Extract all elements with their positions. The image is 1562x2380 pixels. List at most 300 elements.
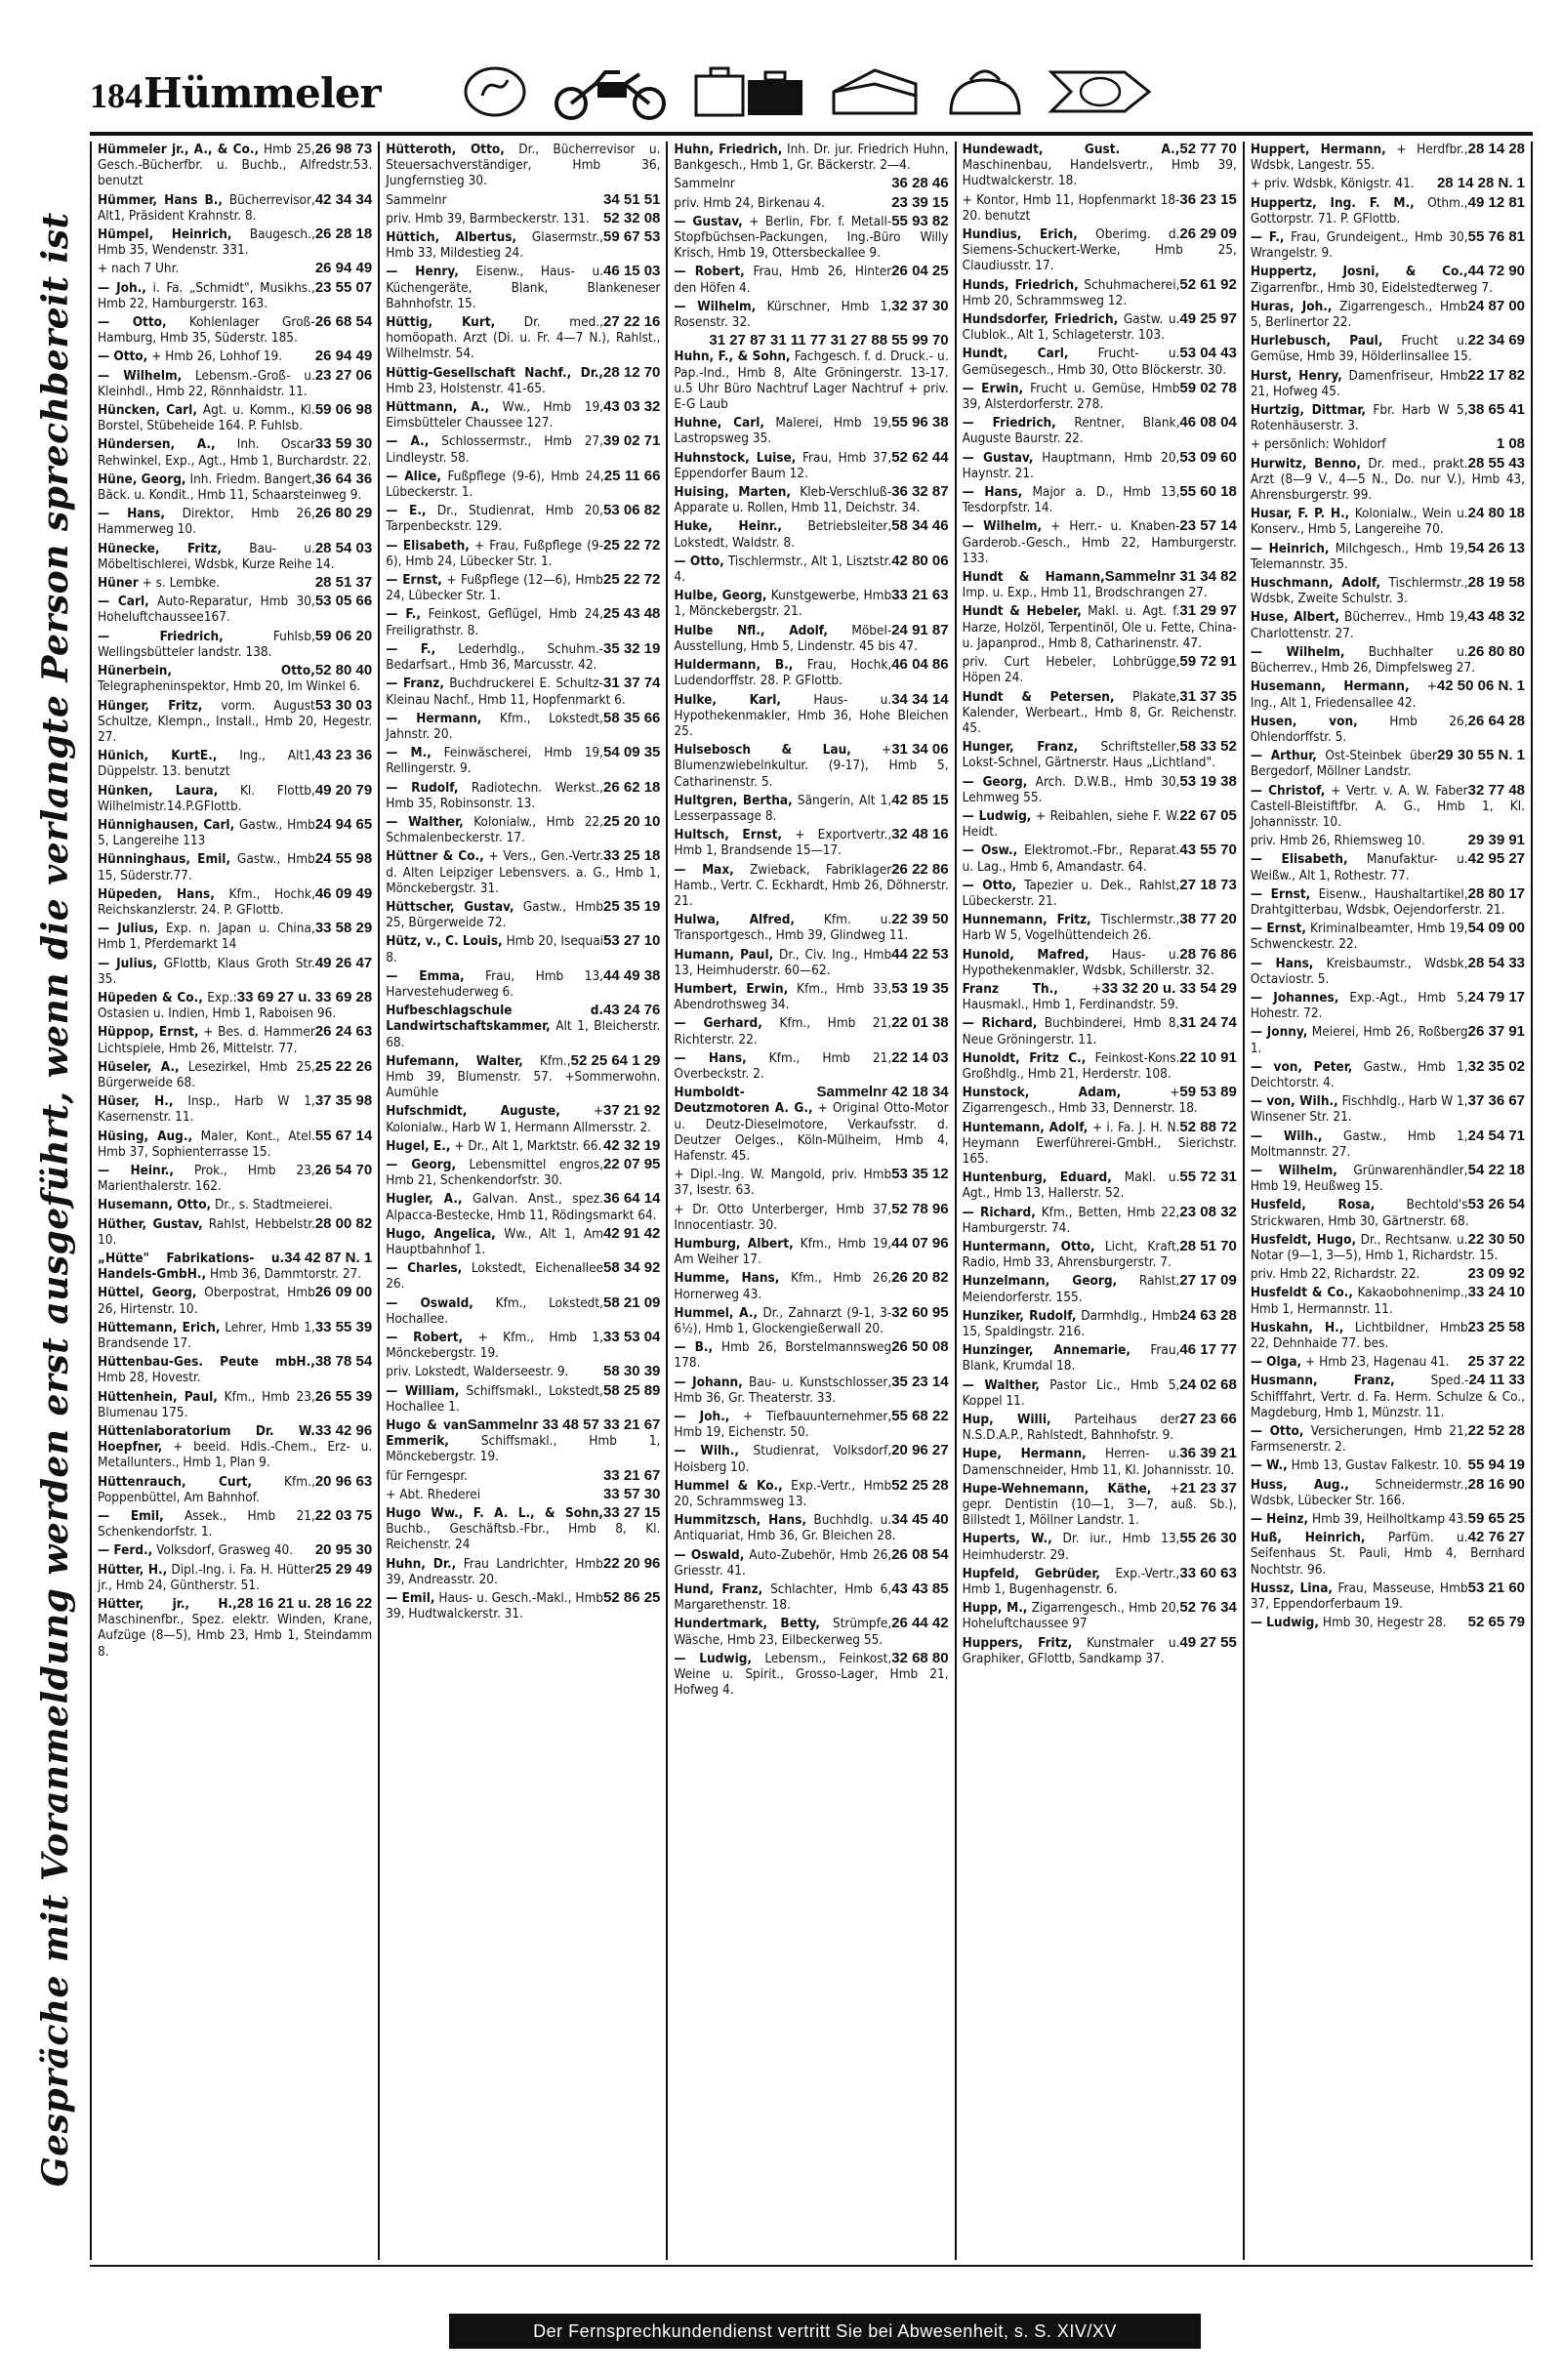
entry-name: Hünger, Fritz,: [98, 697, 203, 714]
entry-phone-number: 49 20 79: [314, 781, 373, 799]
entry-phone-number: 52 65 79: [1467, 1614, 1526, 1631]
directory-entry: [386, 1590, 660, 1621]
entry-name: Huskahn, H.,: [1250, 1319, 1344, 1335]
entry-name: — Henry,: [386, 264, 459, 280]
entry-details: Zigarrengesch., Hmb 20, Hoheluftchaussee 97: [962, 1600, 1180, 1632]
entry-phone-number: 58 34 92: [603, 1259, 661, 1277]
directory-entry: [674, 1236, 948, 1267]
directory-entry: [1251, 1197, 1525, 1228]
entry-name: Humme, Hans,: [674, 1270, 780, 1287]
vertical-notice: [21, 212, 90, 2187]
entry-name: Huhnstock, Luise,: [674, 449, 797, 466]
directory-entry: [1251, 748, 1525, 779]
entry-details: Zigarrengesch., Hmb 5, Berlinertor 22.: [1250, 298, 1468, 331]
entry-phone-number: 55 94 19: [1467, 1457, 1526, 1474]
entry-name: Hultgren, Bertha,: [674, 792, 793, 808]
column-1: [90, 142, 380, 2260]
entry-details: Inh. Oscar Rehwinkel, Exp., Agt., Hmb 1, Burchardstr. 22.: [98, 436, 372, 469]
entry-name: Hunger, Franz,: [962, 739, 1079, 756]
directory-entry: [674, 793, 948, 824]
entry-name: — Arthur,: [1250, 748, 1317, 764]
entry-details: + nach 7 Uhr.: [98, 261, 180, 277]
entry-name: Hüttenrauch, Curt,: [98, 1473, 252, 1490]
entry-details: Feinkost, Geflügel, Hmb 24, Freiligrathstr. 8.: [386, 606, 603, 638]
directory-entry: [674, 623, 948, 654]
entry-name: Hulbe Nfl., Adolf,: [674, 622, 828, 638]
directory-entry: [386, 1383, 660, 1415]
entry-name: Franz Th.,: [962, 980, 1058, 997]
entry-phone-number: 31 29 97: [1179, 602, 1237, 620]
entry-details: Frau, Hmb 13, Harvestehuderweg 6.: [386, 967, 604, 1000]
entry-name: — Ferd.,: [98, 1542, 153, 1559]
directory-entry: [1251, 1477, 1525, 1508]
entry-phone-number: 49 25 97: [1179, 310, 1237, 328]
directory-entry: [674, 1270, 948, 1301]
entry-phone-number: 22 67 05: [1179, 806, 1237, 824]
entry-name: Huss, Aug.,: [1250, 1476, 1349, 1493]
entry-phone-number: 46 17 77: [1179, 1341, 1237, 1359]
directory-entry: [98, 192, 372, 224]
entry-details: Kohlenlager Groß-Hamburg, Hmb 35, Süderstr. 185.: [98, 314, 315, 347]
entry-name: Hunold, Mafred,: [962, 946, 1089, 963]
entry-name: Hulbe, Georg,: [674, 588, 767, 604]
entry-name: „Hütte" Fabrikations- u. Handels-GmbH.,: [98, 1251, 285, 1283]
directory-entry: [98, 1128, 372, 1160]
entry-phone-number: 33 25 18: [603, 847, 661, 865]
directory-entry: [674, 450, 948, 481]
entry-name: — Otto,: [674, 553, 724, 569]
entry-details: Kfm., Betten, Hmb 22, Hamburgerstr. 74.: [962, 1204, 1180, 1236]
entry-name: — Richard,: [962, 1204, 1036, 1220]
entry-phone-number: 34 34 14: [891, 690, 949, 708]
entry-phone-number: 43 24 76: [603, 1002, 661, 1019]
entry-phone-number: 27 18 73: [1179, 876, 1237, 893]
directory-entry: [98, 261, 372, 276]
entry-phone-number: 32 60 95: [891, 1303, 949, 1321]
entry-name: — E.,: [386, 503, 427, 519]
directory-entry: [1251, 1530, 1525, 1578]
entry-details: + Blumenzwiebelnkultur. (9-17), Hmb 5, Catharinenstr. 5.: [674, 742, 949, 790]
directory-entry: [963, 842, 1237, 874]
directory-entry: [963, 518, 1237, 566]
entry-details: Bücherrevisor, Alt1, Präsident Krahnstr. 8.: [98, 191, 315, 224]
directory-entry: [386, 814, 660, 845]
directory-entry: [1251, 229, 1525, 261]
entry-phone-number: 24 02 68: [1179, 1375, 1237, 1393]
entry-name: — Ernst,: [1250, 885, 1311, 902]
entry-details: Bechtold's Strickwaren, Hmb 30, Gärtnerstr. 68.: [1250, 1197, 1469, 1229]
entry-name: Hündersen, A.,: [98, 436, 216, 453]
entry-details: Tischlermstr., Harb W 5, Vogelhüttendeich 26.: [962, 912, 1180, 944]
directory-entry: [386, 314, 660, 362]
directory-entry: [963, 654, 1237, 685]
entry-phone-number: 43 23 36: [314, 747, 373, 764]
entry-name: — Wilh.,: [1250, 1128, 1323, 1144]
directory-entry: [98, 575, 372, 591]
entry-phone-number: 36 23 15: [1179, 190, 1237, 208]
arrow-telephone-logo-icon: [1047, 62, 1154, 121]
directory-entry: [674, 692, 948, 740]
entry-phone-number: 31 24 74: [1179, 1014, 1237, 1032]
entry-phone-number: 52 25 64 1 29: [570, 1051, 661, 1069]
entry-phone-number: 25 43 48: [603, 605, 661, 623]
entry-details: Hmb 30, Hegestr 28.: [1322, 1615, 1447, 1631]
entry-details: + Hmb 26, Lohhof 19.: [151, 349, 283, 365]
directory-entry: [963, 1050, 1237, 1082]
entry-name: Hugo Ww., F. A. L., & Sohn,: [386, 1505, 604, 1522]
entry-name: — Joh.,: [674, 1409, 730, 1425]
entry-details: Frucht u. Gemüse, Hmb 39, Alsterdorferstr. 278.: [962, 380, 1180, 413]
directory-entry: [1251, 1457, 1525, 1473]
entry-details: Schneidermstr., Wdsbk, Lübecker Str. 166.: [1250, 1476, 1468, 1508]
running-headword: Hümmeler: [144, 69, 381, 117]
entry-phone-number: 31 34 06: [891, 741, 949, 759]
directory-entry: [674, 1085, 948, 1164]
directory-entry: [1251, 436, 1525, 452]
entry-name: Hupe-Wehnemann, Käthe,: [962, 1480, 1152, 1497]
entry-details: Schlachter, Hmb 6, Margarethenstr. 18.: [674, 1581, 892, 1614]
suitcases-icon: [691, 62, 808, 121]
directory-entry: [674, 1512, 948, 1543]
entry-details: + Original Otto-Motor u. Deutz-Dieselmotore, Verkaufsstr. d. Deutzer Oelges., Köln-Mülheim, Hmb 4, Hafenstr. 45.: [674, 1100, 949, 1164]
entry-details: Kfm. u. Transportgesch., Hmb 39, Glindweg 11.: [674, 912, 909, 944]
entry-details: Tischlermstr., Wdsbk, Zweite Schulstr. 3.: [1250, 575, 1468, 607]
entry-details: Lichtbildner, Hmb 22, Dehnhaide 77. bes.: [1250, 1319, 1468, 1352]
entry-name: Hünninghaus, Emil,: [98, 851, 231, 868]
entry-phone-number: 25 35 19: [603, 897, 661, 915]
entry-name: Hunstock, Adam,: [962, 1085, 1122, 1101]
entry-name: Hümpel, Heinrich,: [98, 226, 232, 243]
entry-phone-number: 26 94 49: [314, 348, 373, 365]
entry-name: — Wilhelm,: [98, 367, 183, 384]
entry-phone-number: 26 29 09: [1179, 226, 1237, 243]
directory-entry: [98, 783, 372, 814]
entry-details: Betriebsleiter, Lokstedt, Waldstr. 8.: [674, 518, 892, 551]
directory-entry: [98, 226, 372, 258]
entry-details: Zigarrenfbr., Hmb 30, Eidelstedterweg 7.: [1250, 279, 1493, 296]
entry-details: Schlossermstr., Hmb 27, Lindleystr. 58.: [386, 433, 604, 466]
directory-entry: [386, 264, 660, 311]
entry-phone-number: Sammelnr 31 34 82: [1104, 568, 1237, 586]
entry-phone-number: 53 19 35: [891, 979, 949, 997]
entry-name: — Ludwig,: [962, 807, 1032, 824]
entry-phone-number: 22 20 96: [603, 1554, 661, 1572]
entry-phone-number: 28 00 82: [314, 1214, 373, 1232]
directory-entry: [674, 299, 948, 330]
directory-entry: [386, 1487, 660, 1502]
entry-details: + Hausmakl., Hmb 1, Ferdinandstr. 59.: [962, 980, 1179, 1013]
entry-name: — Friedrich,: [98, 628, 224, 644]
entry-details: Inh. Friedm. Bangert, Bäck. u. Kondit., Hmb 11, Schaarsteinweg 9.: [98, 471, 362, 504]
entry-name: Hüttemann, Erich,: [98, 1319, 221, 1335]
directory-entry: [963, 947, 1237, 978]
entry-phone-number: 23 08 32: [1179, 1203, 1237, 1220]
entry-phone-number: 27 23 66: [1179, 1411, 1237, 1428]
entry-name: — Hans,: [98, 506, 165, 522]
entry-name: — Walther,: [962, 1376, 1040, 1393]
entry-name: Hund, Franz,: [674, 1581, 763, 1598]
entry-phone-number: 44 22 53: [891, 945, 949, 963]
directory-entry: [963, 1377, 1237, 1409]
directory-entry: [1251, 506, 1525, 537]
directory-entry: [674, 1202, 948, 1233]
entry-phone-number: 26 94 49: [314, 260, 373, 277]
entry-details: + priv. Wdsbk, Königstr. 41.: [1250, 176, 1415, 192]
entry-phone-number: 26 55 39: [314, 1387, 373, 1405]
directory-entry: [98, 1542, 372, 1558]
entry-phone-number: 23 55 07: [314, 278, 373, 296]
entry-name: Hüpeden, Hans,: [98, 885, 215, 902]
entry-phone-number: 23 09 92: [1467, 1265, 1526, 1283]
directory-entry: [1251, 644, 1525, 676]
entry-phone-number: 55 26 30: [1179, 1530, 1237, 1547]
entry-name: — Gustav,: [962, 449, 1034, 466]
entry-name: Husfeld, Rosa,: [1250, 1197, 1376, 1213]
entry-details: Dr., Civ. Ing., Hmb 13, Heimhuderstr. 60—62.: [674, 946, 892, 978]
entry-name: Humbert, Erwin,: [674, 980, 789, 997]
entry-phone-number: 24 94 65: [314, 815, 373, 833]
entry-name: Huhn, Dr.,: [386, 1555, 457, 1572]
directory-entry: [1251, 1511, 1525, 1527]
directory-entry: [963, 226, 1237, 274]
entry-phone-number: 33 69 27 u. 33 69 28: [236, 988, 373, 1005]
directory-entry: [1251, 456, 1525, 504]
entry-name: Huß, Heinrich,: [1250, 1530, 1366, 1546]
directory-entry: [674, 1409, 948, 1440]
entry-phone-number: 44 72 90: [1467, 263, 1526, 280]
entry-details: Ing., Alt1, Düppelstr. 13. benutzt: [98, 748, 315, 780]
entry-name: Hultsch, Ernst,: [674, 827, 783, 843]
entry-phone-number: 22 17 82: [1467, 366, 1526, 384]
entry-details: Schiffsmakl., Hmb 1, Mönckebergstr. 19.: [386, 1433, 661, 1465]
entry-details: Kfm., Lokstedt, Hochallee.: [386, 1294, 604, 1327]
entry-phone-number: 39 02 71: [603, 432, 661, 450]
directory-entry: [963, 1635, 1237, 1666]
entry-details: Fbr. Harb W 5, Rotenhäuserstr. 3.: [1250, 402, 1468, 434]
entry-phone-number: 22 10 91: [1179, 1048, 1237, 1066]
entry-details: Kfm., Hochk, Reichskanzlerstr. 24. P. GFlottb.: [98, 885, 315, 918]
entry-name: Hugel, E.,: [386, 1137, 451, 1154]
entry-details: Buchhalter u. Bücherrev., Hmb 26, Dimpfelsweg 27.: [1250, 643, 1476, 677]
directory-entry: [386, 1260, 660, 1292]
entry-phone-number: 22 52 28: [1467, 1422, 1526, 1440]
directory-entry: [963, 1239, 1237, 1270]
entry-name: — Wilhelm,: [1250, 643, 1345, 660]
entry-phone-number: 24 80 18: [1467, 505, 1526, 522]
entry-details: + Berlin, Fbr. f. Metall-Stopfbüchsen-Packungen, Ing.-Büro Willy Krisch, Hmb 19, Ottersbeckallee 9.: [674, 213, 949, 262]
directory-entry: [386, 211, 660, 226]
entry-details: Darmhdlg., Hmb 15, Spaldingstr. 216.: [962, 1307, 1180, 1340]
entry-details: + Vers., Gen.-Vertr. d. Alten Leipziger Lebensvers. a. G., Hmb 1, Mönckebergstr. 31.: [386, 848, 661, 896]
entry-name: — von, Wilh.,: [1250, 1093, 1338, 1110]
entry-phone-number: 27 22 16: [603, 313, 661, 331]
entry-details: Fachgesch. f. d. Druck.- u. Pap.-Ind., Hmb 8, Alte Gröningerstr. 13-17. u.5 Uhr Büro Nachtruf Lager Nachtruf + priv. E-G Laub: [674, 349, 949, 413]
entry-details: Grünwarenhändler, Hmb 19, Heußweg 15.: [1250, 1162, 1468, 1195]
directory-entry: [674, 142, 948, 173]
directory-entry: [386, 1053, 660, 1101]
directory-entry: [963, 192, 1237, 224]
directory-entry: [98, 594, 372, 625]
entry-details: Prok., Hmb 23, Marienthalerstr. 162.: [98, 1162, 315, 1195]
directory-entry: [386, 711, 660, 742]
directory-entry: [963, 912, 1237, 943]
entry-phone-number: 25 29 49: [314, 1560, 373, 1578]
entry-details: Kfm., Poppenbüttel, Am Bahnhof.: [98, 1473, 315, 1505]
entry-name: — Oswald,: [386, 1294, 473, 1311]
entry-phone-number: 22 14 03: [891, 1048, 949, 1066]
entry-phone-number: 26 28 18: [314, 226, 373, 243]
directory-entry: [386, 469, 660, 500]
entry-name: Husemann, Hermann,: [1250, 678, 1410, 695]
directory-entry: [98, 1093, 372, 1125]
header-icons: [461, 54, 1242, 130]
directory-entry: [386, 399, 660, 431]
entry-name: — Emil,: [98, 1508, 164, 1525]
entry-phone-number: 42 95 27: [1467, 850, 1526, 868]
entry-name: Hütter, H.,: [98, 1561, 168, 1578]
directory-entry: [1251, 1232, 1525, 1263]
entry-phone-number: 49 27 55: [1179, 1633, 1237, 1651]
entry-name: Hufemann, Walter,: [386, 1052, 523, 1069]
entry-details: Gastw., Hmb 5, Langereihe 113: [98, 816, 315, 849]
directory-columns: [90, 142, 1533, 2260]
entry-details: priv. Curt Hebeler, Lohbrügge, Höpen 24.: [962, 654, 1180, 686]
entry-name: Hüne, Georg,: [98, 471, 186, 487]
entry-name: — Jonny,: [1250, 1024, 1308, 1041]
entry-phone-number: 37 36 67: [1467, 1092, 1526, 1110]
directory-entry: [386, 968, 660, 1000]
entry-details: Hmb 36, Dammtorstr. 27.: [209, 1266, 362, 1283]
entry-details: Herren- u. Damenschneider, Hmb 11, Kl. Johannisstr. 10.: [962, 1446, 1235, 1478]
entry-details: Dr., Rechtsanw. u. Notar (9—1, 3—5), Hmb 1, Richardstr. 15.: [1250, 1231, 1499, 1263]
entry-details: Dr., Zahnarzt (9-1, 3-6½), Hmb 1, Glockengießerwall 20.: [674, 1304, 892, 1337]
entry-details: + Dr., Alt 1, Marktstr. 66.: [454, 1137, 602, 1154]
entry-phone-number: 36 64 14: [603, 1190, 661, 1208]
entry-details: Hauptmann, Hmb 20, Haynstr. 21.: [962, 449, 1180, 481]
entry-phone-number: 37 21 92: [603, 1102, 661, 1120]
directory-entry: [1251, 1163, 1525, 1194]
entry-name: Hurlebusch, Paul,: [1250, 333, 1383, 349]
entry-phone-number: 28 51 37: [314, 574, 373, 592]
entry-details: Baugesch., Hmb 35, Wendenstr. 331.: [98, 226, 315, 259]
entry-phone-number: 33 58 29: [314, 920, 373, 937]
entry-details: Dr. med., homöopath. Arzt (Di. u. Fr. 4—7 N.), Rahlst., Wilhelmstr. 54.: [386, 314, 661, 362]
entry-phone-number: 33 57 30: [603, 1485, 661, 1502]
directory-entry: [963, 415, 1237, 446]
entry-name: — Richard,: [962, 1015, 1038, 1032]
entry-details: Tapezier u. Dek., Rahlst, Lübeckerstr. 21.: [962, 877, 1180, 909]
entry-name: — M.,: [386, 745, 432, 761]
directory-entry: [963, 878, 1237, 909]
entry-phone-number: 42 80 06: [891, 552, 949, 569]
entry-details: Hmb 28, Hovestr.: [98, 1370, 201, 1386]
entry-phone-number: 55 72 31: [1179, 1169, 1237, 1186]
entry-details: Tischlermstr., Alt 1, Lisztstr. 4.: [674, 553, 892, 586]
directory-entry: [98, 280, 372, 311]
directory-entry: [1251, 264, 1525, 295]
entry-phone-number: 44 49 38: [603, 966, 661, 984]
entry-name: Hundertmark, Betty,: [674, 1616, 820, 1632]
directory-entry: [674, 981, 948, 1012]
directory-entry: [674, 1305, 948, 1336]
entry-name: — Ludwig,: [674, 1650, 753, 1666]
directory-entry: [98, 990, 372, 1021]
directory-entry: [963, 1481, 1237, 1529]
entry-name: Hugo & van Emmerik,: [386, 1417, 468, 1450]
directory-entry: [1251, 851, 1525, 882]
entry-details: Haus- u. Gesch.-Makl., Hmb 39, Hudtwalckerstr. 31.: [386, 1590, 604, 1622]
directory-entry: [674, 1547, 948, 1579]
entry-details: Lebensmittel engros, Hmb 21, Schenkendorfstr. 30.: [386, 1156, 604, 1189]
directory-entry: [386, 365, 660, 396]
directory-entry: [98, 142, 372, 189]
entry-phone-number: 26 44 42: [891, 1615, 949, 1632]
entry-phone-number: 59 06 20: [314, 627, 373, 644]
entry-phone-number: 26 08 54: [891, 1545, 949, 1563]
entry-phone-number: 24 11 33: [1468, 1372, 1526, 1389]
entry-details: GFlottb, Klaus Groth Str. 35.: [98, 955, 315, 987]
entry-details: Agt. u. Komm., Kl. Borstel, Stübeheide 164. P. Fuhlsb.: [98, 402, 315, 434]
entry-name: Huppertz, Ing. F. M.,: [1250, 194, 1415, 211]
entry-name: — F.,: [386, 640, 436, 657]
entry-phone-number: 43 48 32: [1467, 608, 1526, 626]
directory-entry: [963, 774, 1237, 805]
directory-entry: [98, 1024, 372, 1055]
entry-phone-number: 43 43 85: [891, 1580, 949, 1598]
entry-name: Hundewadt, Gust. A.,: [962, 142, 1180, 157]
entry-name: — A.,: [386, 433, 430, 450]
directory-entry: [674, 1478, 948, 1509]
entry-details: Exp.: Ostasien u. Indien, Hmb 1, Raboisen 96.: [98, 989, 337, 1022]
entry-name: Hüner: [98, 575, 139, 592]
entry-phone-number: 52 62 44: [891, 448, 949, 466]
entry-details: Auto-Reparatur, Hmb 30, Hoheluftchaussee167.: [98, 594, 315, 626]
entry-phone-number: 53 05 66: [314, 593, 373, 610]
entry-details: Gastw., Hmb 1, Moltmannstr. 27.: [1250, 1128, 1468, 1160]
entry-phone-number: 25 22 72: [603, 536, 661, 554]
entry-name: Hupp, M.,: [962, 1600, 1028, 1617]
directory-entry: [98, 817, 372, 848]
directory-entry: [963, 739, 1237, 770]
directory-entry: [1251, 575, 1525, 606]
entry-phone-number: 52 88 72: [1179, 1118, 1237, 1135]
directory-entry: [386, 1505, 660, 1553]
entry-details: + Fußpflege (12—6), Hmb 24, Lübecker Str. 1.: [386, 572, 604, 604]
entry-details: Auto-Zubehör, Hmb 26, Griesstr. 41.: [674, 1546, 892, 1579]
motorcycle-icon: [547, 62, 674, 121]
directory-entry: [674, 947, 948, 978]
entry-name: Humann, Paul,: [674, 946, 774, 963]
entry-details: Insp., Harb W 1, Kasernenstr. 11.: [98, 1093, 315, 1126]
entry-details: Lebensm., Feinkost, Weine u. Spirit., Grosso-Lager, Hmb 21, Hofweg 4.: [674, 1650, 949, 1699]
vertical-notice-text: Gespräche mit Voranmeldung werden erst ausgeführt, wenn die verlangte Person sprechbereit ist: [35, 212, 76, 2187]
directory-entry: [963, 381, 1237, 412]
entry-name: Huppert, Hermann,: [1250, 142, 1386, 157]
entry-phone-number: 46 09 49: [314, 884, 373, 902]
entry-phone-number: 43 55 70: [1179, 841, 1237, 859]
directory-entry: [1251, 1285, 1525, 1316]
entry-details: Haus- u. Hypothekenmakler, Hmb 36, Hohe Bleichen 25.: [674, 691, 949, 739]
entry-details: Kfm., Hmb 23, Blumenau 175.: [98, 1388, 315, 1420]
entry-phone-number: 55 76 81: [1467, 228, 1526, 246]
entry-phone-number: 54 09 35: [603, 744, 661, 761]
entry-phone-number: 26 09 00: [314, 1284, 373, 1301]
entry-phone-number: 33 32 20 u. 33 54 29: [1101, 979, 1237, 997]
entry-details: Frau, Hochk, Ludendorffstr. 28. P. GFlottb.: [674, 657, 892, 689]
entry-details: Alt 1, Bleicherstr. 68.: [386, 1018, 661, 1050]
entry-details: Kolonialw., Wein u. Konserv., Hmb 5, Langereihe 70.: [1250, 506, 1468, 538]
entry-details: Telegrapheninspektor, Hmb 20, Im Winkel 6.: [98, 678, 361, 695]
